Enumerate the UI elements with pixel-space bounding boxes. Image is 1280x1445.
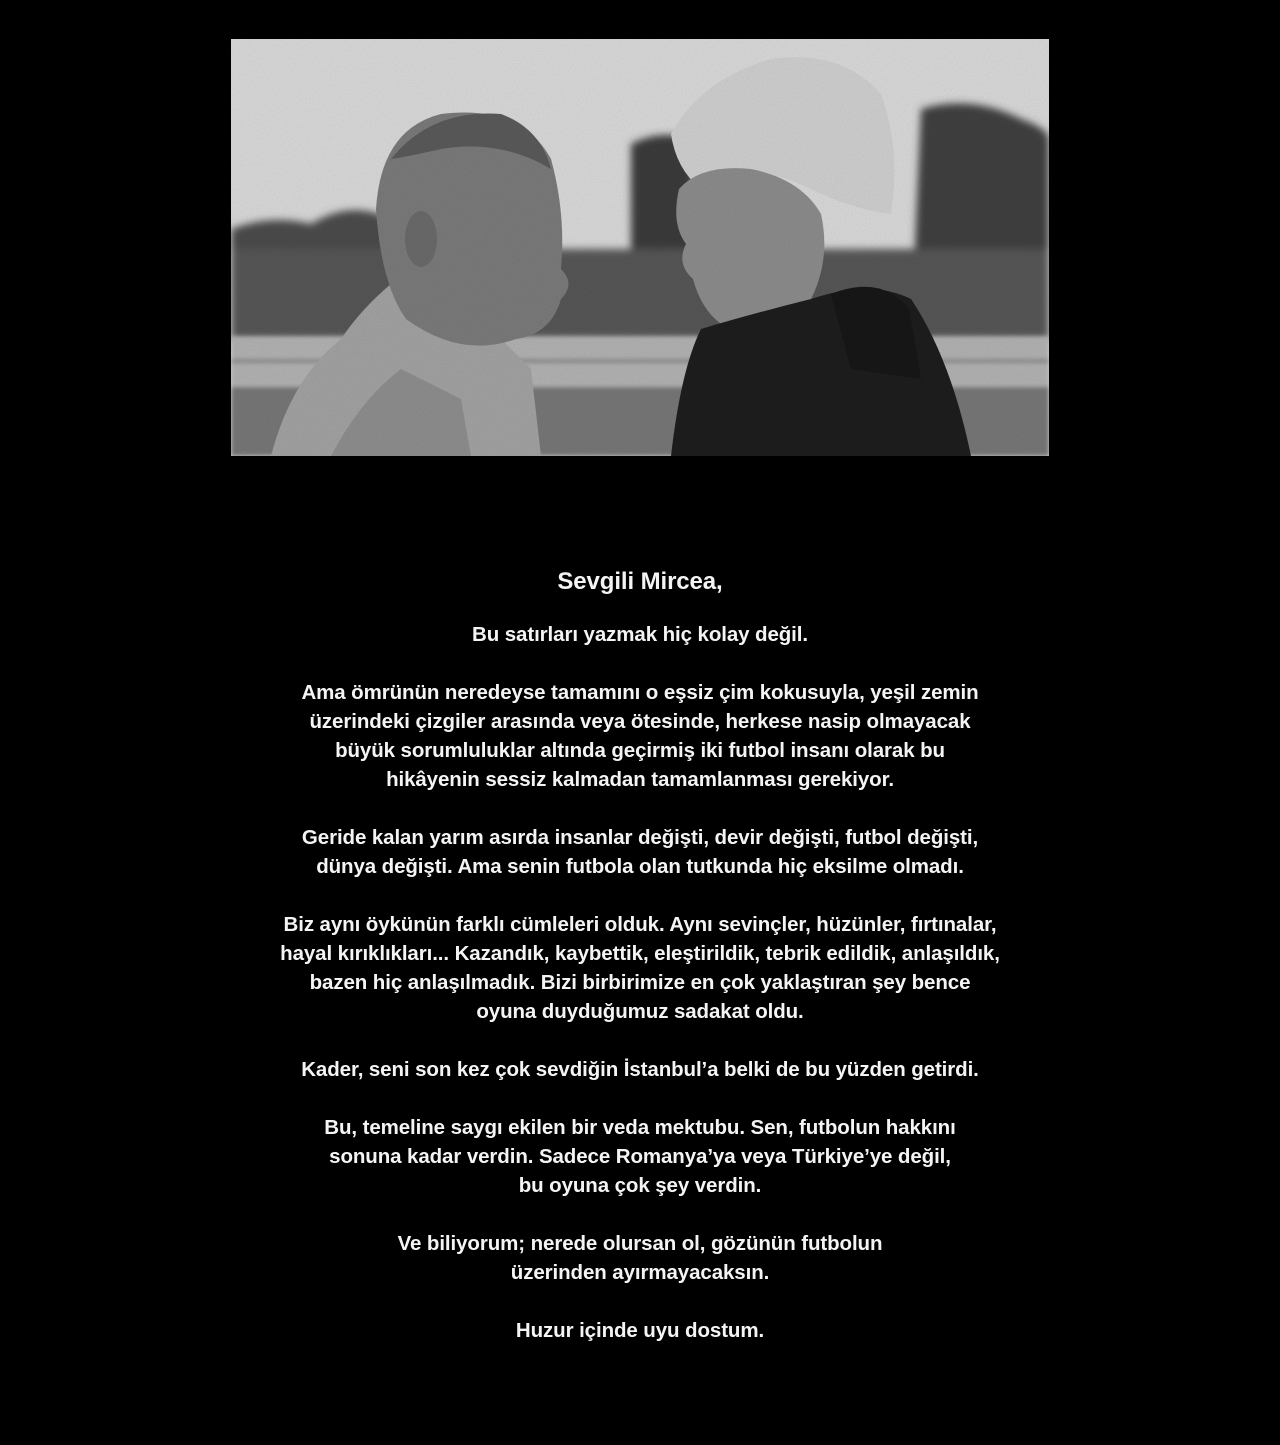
letter-line: sonuna kadar verdin. Sadece Romanya’ya veya Türkiye’ye değil, (329, 1145, 951, 1168)
letter-line: Kader, seni son kez çok sevdiğin İstanbul’a belki de bu yüzden getirdi. (301, 1058, 979, 1081)
letter-paragraph-6 (0, 1113, 1280, 1200)
photo-illustration (231, 39, 1049, 456)
letter-line: Geride kalan yarım asırda insanlar değişti, devir değişti, futbol değişti, (301, 826, 979, 849)
letter-paragraph-3 (0, 823, 1280, 881)
letter-salutation: Sevgili Mircea, (557, 568, 723, 595)
letter-line: Ama ömrünün neredeyse tamamını o eşsiz çim kokusuyla, yeşil zemin (301, 681, 979, 704)
letter-paragraph-4 (0, 910, 1280, 1026)
letter-line: Bu satırları yazmak hiç kolay değil. (472, 623, 808, 646)
letter-line: bu oyuna çok şey verdin. (518, 1174, 762, 1197)
letter-line: Ve biliyorum; nerede olursan ol, gözünün futbolun (397, 1232, 883, 1255)
letter-line: büyük sorumluluklar altında geçirmiş iki futbol insanı olarak bu (335, 739, 945, 762)
letter-line: üzerinden ayırmayacaksın. (510, 1261, 770, 1284)
memorial-photo (231, 39, 1049, 456)
letter-paragraph-2 (0, 678, 1280, 794)
letter-line: hayal kırıklıkları... Kazandık, kaybettik, eleştirildik, tebrik edildik, anlaşıldık, (280, 942, 1000, 965)
letter-line: bazen hiç anlaşılmadık. Bizi birbirimize en çok yaklaştıran şey bence (309, 971, 971, 994)
letter-line: Bu, temeline saygı ekilen bir veda mektubu. Sen, futbolun hakkını (324, 1116, 956, 1139)
letter-line: oyuna duyduğumuz sadakat oldu. (476, 1000, 804, 1023)
letter-line: Huzur içinde uyu dostum. (515, 1319, 765, 1342)
letter-line: üzerindeki çizgiler arasında veya ötesinde, herkese nasip olmayacak (309, 710, 971, 733)
letter-line: hikâyenin sessiz kalmadan tamamlanması gerekiyor. (386, 768, 894, 791)
letter-paragraph-5 (0, 1055, 1280, 1084)
letter-paragraph-7 (0, 1229, 1280, 1287)
letter-line: Biz aynı öykünün farklı cümleleri olduk. Aynı sevinçler, hüzünler, fırtınalar, (283, 913, 997, 936)
letter-paragraph-1 (0, 620, 1280, 649)
letter-line: dünya değişti. Ama senin futbola olan tutkunda hiç eksilme olmadı. (316, 855, 964, 878)
farewell-letter (0, 560, 1280, 1374)
letter-closing (0, 1316, 1280, 1345)
